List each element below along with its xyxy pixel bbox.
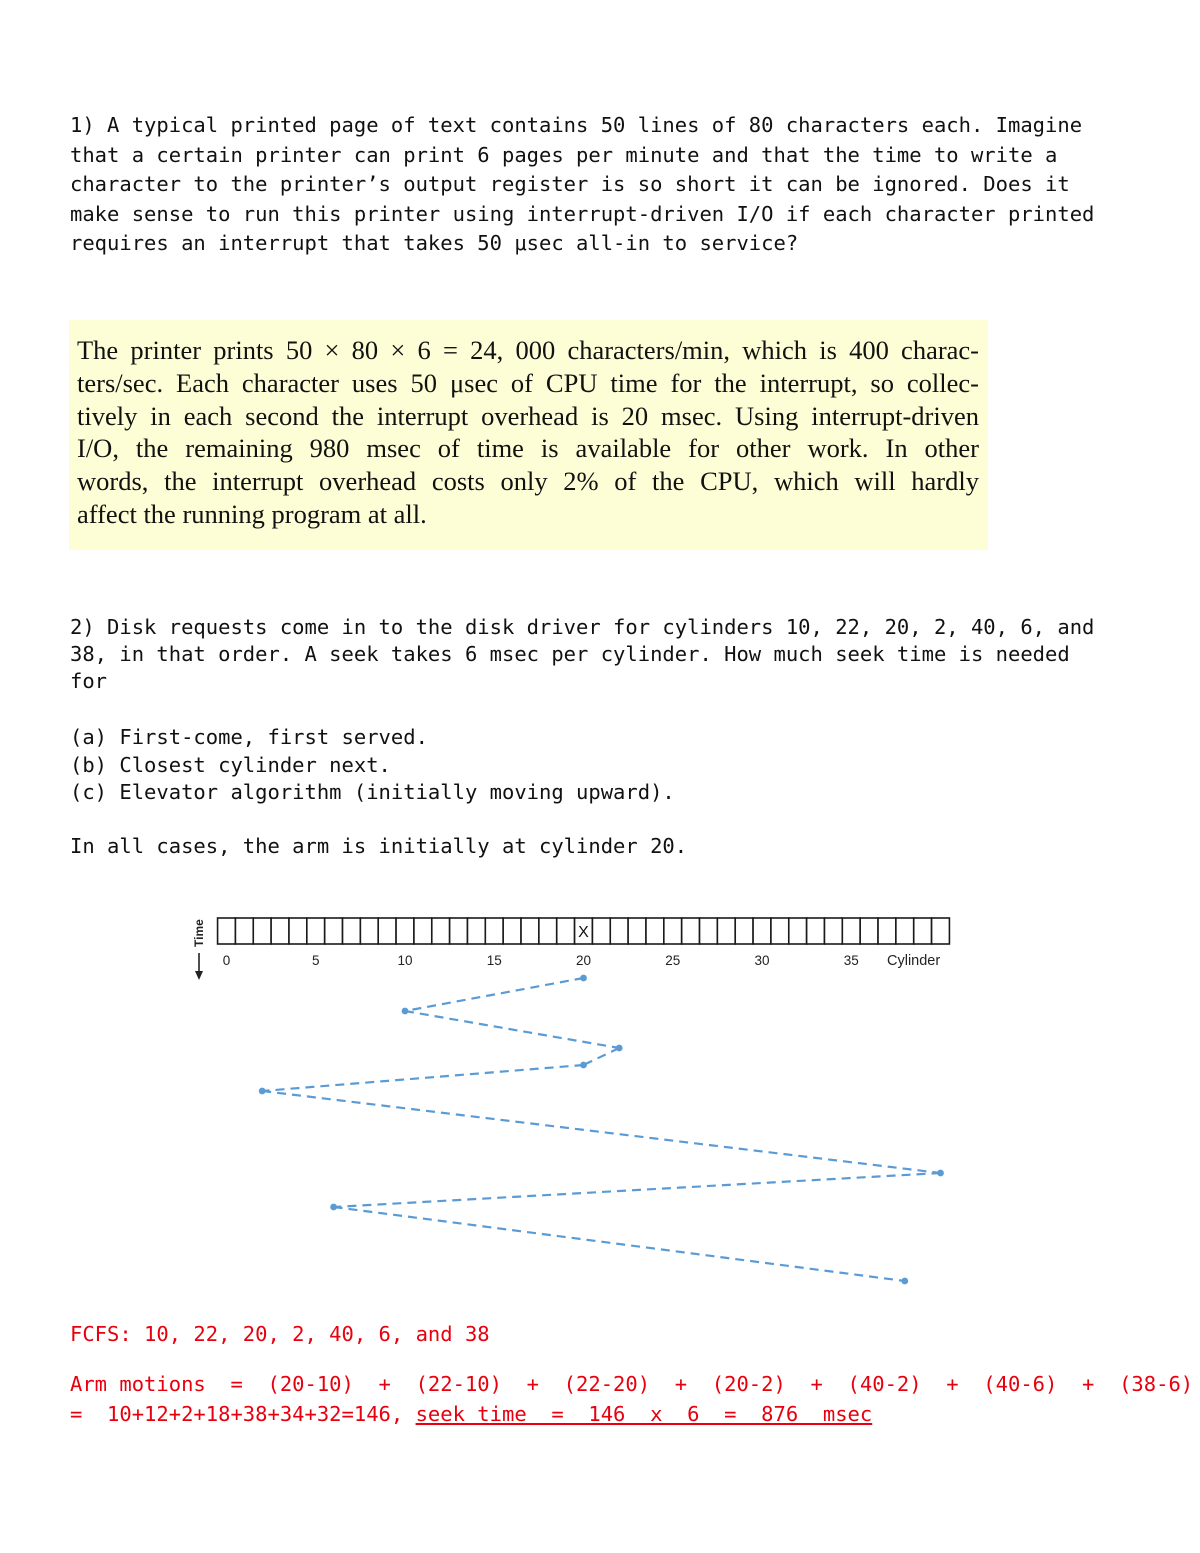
cylinder-tick-label: 25 [665, 953, 681, 968]
cylinder-cell [414, 918, 432, 944]
arm-path-segment [334, 1173, 941, 1207]
option-c: (c) Elevator algorithm (initially moving upward). [70, 780, 675, 804]
question-1-line: that a certain printer can print 6 pages per minute and that the time to write a [70, 142, 1058, 167]
answer-1-line: affect the running program at all. [77, 498, 427, 529]
question-2 [70, 614, 1140, 695]
cylinder-cell [253, 918, 271, 944]
arm-path-point [330, 1204, 337, 1211]
cylinder-cell [557, 918, 575, 944]
seek-time-result: seek time = 146 x 6 = 876 msec [415, 1402, 873, 1426]
cylinder-cell [860, 918, 878, 944]
arm-path-point [901, 1278, 908, 1285]
cylinder-cell [932, 918, 950, 944]
arm-path-segment [584, 1048, 620, 1065]
cylinder-cell [878, 918, 896, 944]
question-2-line: 2) Disk requests come in to the disk driver for cylinders 10, 22, 20, 2, 40, 6, and [70, 615, 1095, 639]
answer-1-text [77, 334, 979, 531]
cylinder-cell [592, 918, 610, 944]
answer-1-box [69, 320, 988, 550]
arm-total-line [70, 1399, 1193, 1429]
cylinder-cell [218, 918, 236, 944]
arm-path-point [616, 1045, 623, 1052]
cylinder-cell [521, 918, 539, 944]
arm-path-point [937, 1170, 944, 1177]
cylinder-cell [503, 918, 521, 944]
question-2-line: for [70, 669, 108, 693]
cylinder-cell [610, 918, 628, 944]
cylinder-cell [628, 918, 646, 944]
cylinder-cell [450, 918, 468, 944]
cylinder-cell [235, 918, 253, 944]
cylinder-cell [914, 918, 932, 944]
disk-arm-diagram [185, 905, 965, 1300]
cylinder-tick-label: 20 [575, 953, 592, 968]
current-cylinder-marker: X [578, 924, 589, 941]
cylinder-cell [378, 918, 396, 944]
question-1 [70, 111, 1140, 259]
option-a: (a) First-come, first served. [70, 725, 428, 749]
answer-1-line: words, the interrupt overhead costs only 2% of the CPU, which will hardly [77, 466, 979, 497]
cylinder-cell [307, 918, 325, 944]
arm-path-segment [405, 1011, 619, 1048]
cylinder-cell [325, 918, 343, 944]
cylinder-cell [753, 918, 771, 944]
arm-motion-calculation [70, 1369, 1193, 1429]
arm-path [259, 975, 944, 1285]
question-1-line: requires an interrupt that takes 50 μsec all-in to service? [70, 231, 799, 256]
cylinder-tick-label: 0 [222, 953, 231, 968]
cylinder-cells [218, 918, 950, 944]
cylinder-tick-label: 35 [843, 953, 859, 968]
answer-1-line: ters/sec. Each character uses 50 μsec of CPU time for the interrupt, so collec- [77, 367, 979, 398]
arm-total-sum: = 10+12+2+18+38+34+32=146, [70, 1402, 416, 1426]
cylinder-tick-labels [223, 953, 859, 968]
cylinder-cell [896, 918, 914, 944]
arm-path-point [580, 975, 587, 982]
cylinder-cell [646, 918, 664, 944]
cylinder-cell [360, 918, 378, 944]
cylinder-cell [343, 918, 361, 944]
initial-position-note: In all cases, the arm is initially at cylinder 20. [70, 834, 688, 858]
cylinder-tick-label: 10 [397, 953, 413, 968]
cylinder-cell [717, 918, 735, 944]
cylinder-cell [735, 918, 753, 944]
answer-1-line: I/O, the remaining 980 msec of time is available for other work. In other [77, 433, 979, 464]
cylinder-cell [664, 918, 682, 944]
arm-path-segment [262, 1091, 940, 1173]
cylinder-cell [396, 918, 414, 944]
cylinder-cell [682, 918, 700, 944]
cylinder-cell [271, 918, 289, 944]
question-2-line: 38, in that order. A seek takes 6 msec per cylinder. How much seek time is needed [70, 642, 1070, 666]
arm-path-point [402, 1008, 409, 1015]
arm-path-point [580, 1062, 587, 1069]
question-1-line: make sense to run this printer using interrupt-driven I/O if each character printed [70, 201, 1095, 226]
fcfs-order: FCFS: 10, 22, 20, 2, 40, 6, and 38 [70, 1322, 490, 1346]
arm-motions-line: Arm motions = (20-10) + (22-10) + (22-20) + (20-2) + (40-2) + (40-6) + (38-6) [70, 1372, 1194, 1396]
arm-path-segment [262, 1065, 583, 1091]
cylinder-tick-label: 30 [754, 953, 770, 968]
cylinder-cell [432, 918, 450, 944]
cylinder-axis-label: Cylinder [887, 953, 941, 969]
question-1-line: 1) A typical printed page of text contains 50 lines of 80 characters each. Imagine [70, 113, 1083, 137]
cylinder-cell [467, 918, 485, 944]
cylinder-cell [289, 918, 307, 944]
answer-1-line: tively in each second the interrupt overhead is 20 msec. Using interrupt-driven [77, 400, 979, 431]
arm-path-segment [334, 1207, 905, 1281]
arm-path-point [259, 1088, 266, 1095]
option-b: (b) Closest cylinder next. [70, 752, 391, 777]
cylinder-cell [807, 918, 825, 944]
answer-1-line: The printer prints 50 × 80 × 6 = 24, 000 characters/min, which is 400 charac- [77, 335, 979, 365]
cylinder-tick-label: 5 [311, 953, 320, 968]
question-2-options [70, 724, 675, 807]
cylinder-cell [789, 918, 807, 944]
arm-path-segment [405, 978, 584, 1011]
time-arrow [195, 953, 203, 980]
cylinder-cell [842, 918, 860, 944]
cylinder-tick-label: 15 [486, 953, 502, 968]
time-axis-label: Time [192, 919, 206, 947]
cylinder-cell [700, 918, 718, 944]
cylinder-cell [824, 918, 842, 944]
question-1-line: character to the printer’s output register is so short it can be ignored. Does it [70, 172, 1070, 197]
cylinder-cell [771, 918, 789, 944]
cylinder-cell [539, 918, 557, 944]
cylinder-cell [485, 918, 503, 944]
